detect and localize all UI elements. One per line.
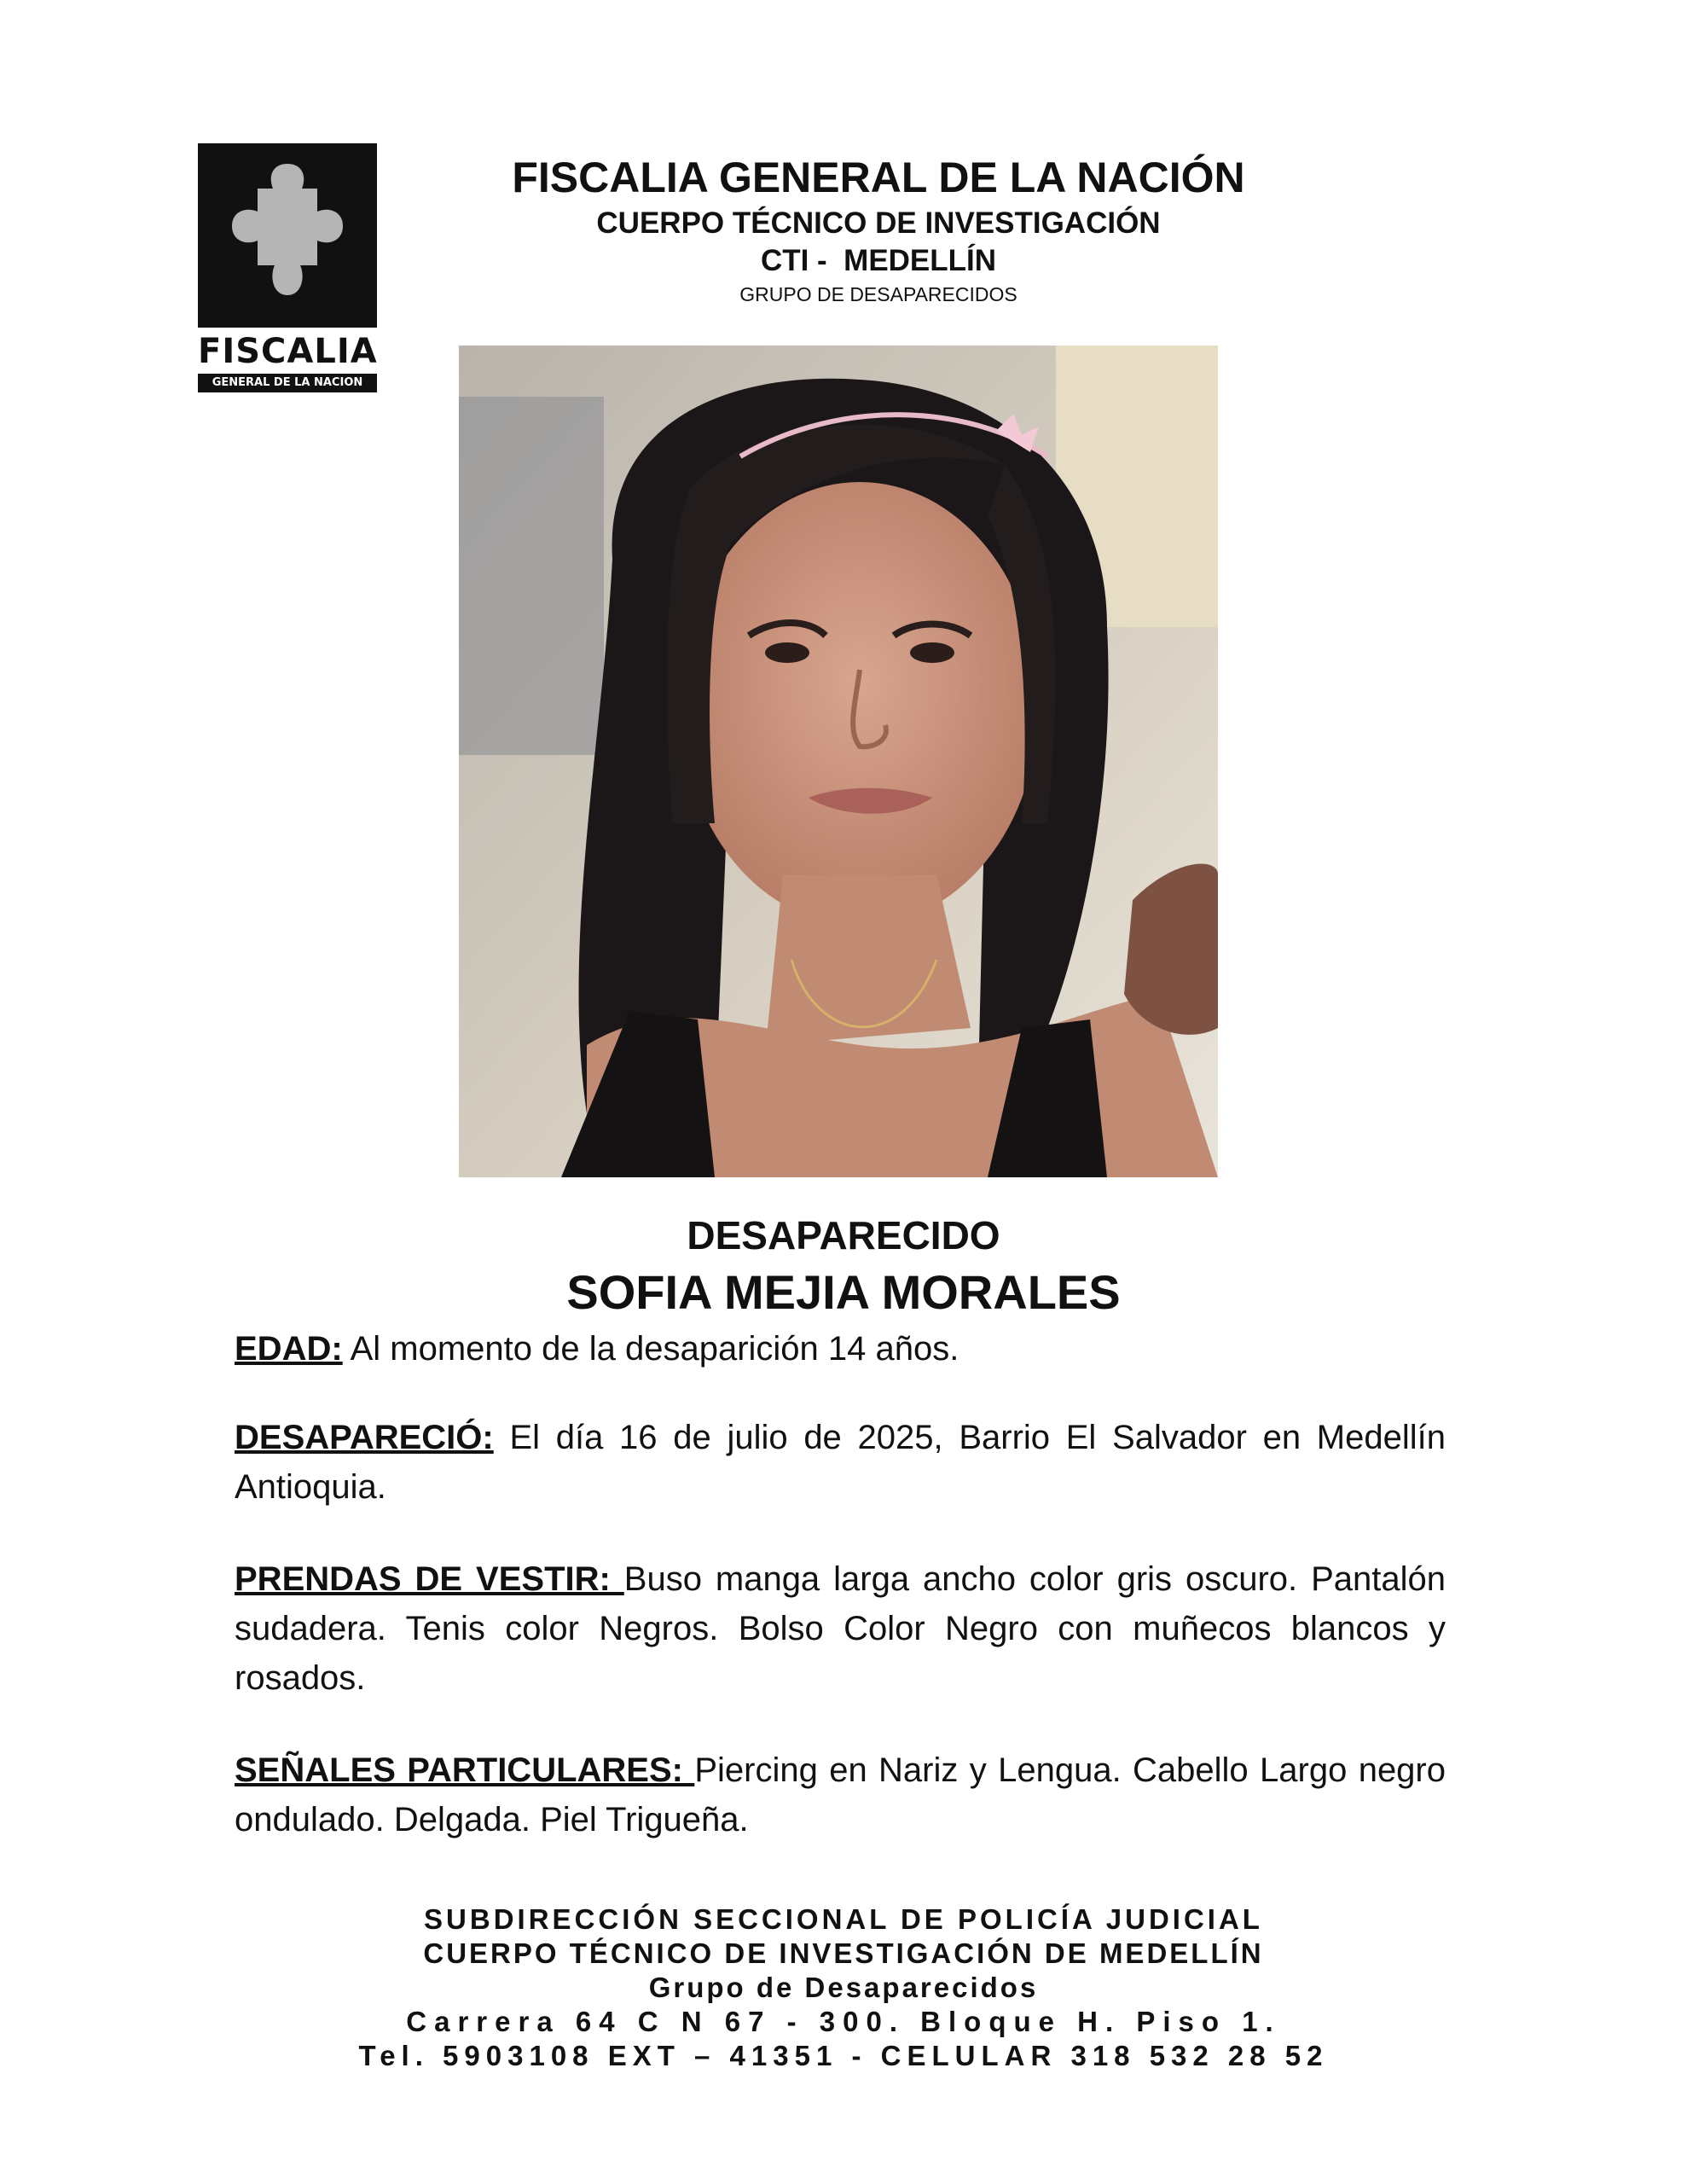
detail-edad-label: EDAD: (235, 1330, 343, 1368)
detail-desaparecio-text: El día 16 de julio de 2025, Barrio El Salvador en Medellín Antioquia. (235, 1419, 1446, 1506)
footer-phone: Tel. 5903108 EXT – 41351 - CELULAR 318 532 28 52 (358, 2040, 1329, 2071)
detail-senales (235, 1745, 1446, 1844)
detail-desaparecio-label: DESAPARECIÓ: (235, 1419, 494, 1456)
detail-prendas-label: PRENDAS DE VESTIR: (235, 1560, 624, 1598)
missing-person-name: SOFIA MEJIA MORALES (566, 1265, 1121, 1319)
detail-edad (235, 1324, 1446, 1374)
notice-status: DESAPARECIDO (687, 1213, 1000, 1258)
logo-subtitle: GENERAL DE LA NACION (198, 374, 377, 392)
document-header (392, 152, 1365, 307)
detail-prendas-text: Buso manga larga ancho color gris oscuro. Pantalón sudadera. Tenis color Negros. Bolso Color Negro con muñecos blancos y rosados. (235, 1560, 1446, 1697)
header-title: FISCALIA GENERAL DE LA NACIÓN (512, 154, 1245, 201)
detail-senales-text: Piercing en Nariz y Lengua. Cabello Largo negro ondulado. Delgada. Piel Trigueña. (235, 1751, 1446, 1838)
logo-box (198, 143, 377, 328)
footer-line-1: SUBDIRECCIÓN SECCIONAL DE POLICÍA JUDICIAL (424, 1903, 1263, 1935)
footer-line-2: CUERPO TÉCNICO DE INVESTIGACIÓN DE MEDELLÍN (423, 1937, 1264, 1969)
fiscalia-logo (198, 143, 377, 392)
header-subtitle: CUERPO TÉCNICO DE INVESTIGACIÓN (596, 206, 1161, 240)
footer-address: Carrera 64 C N 67 - 300. Bloque H. Piso 1. (406, 2006, 1281, 2037)
puzzle-piece-icon (223, 159, 351, 312)
detail-desaparecio (235, 1413, 1446, 1512)
logo-wordmark: FISCALIA (198, 332, 378, 371)
header-group: GRUPO DE DESAPARECIDOS (739, 283, 1017, 305)
details-section (235, 1324, 1446, 1887)
header-city: CTI - MEDELLÍN (760, 244, 997, 277)
missing-person-photo (459, 346, 1218, 1177)
detail-senales-label: SEÑALES PARTICULARES: (235, 1751, 695, 1789)
footer-line-3: Grupo de Desaparecidos (648, 1972, 1039, 2003)
detail-prendas (235, 1554, 1446, 1703)
contact-footer (0, 1902, 1687, 2073)
detail-edad-text: Al momento de la desaparición 14 años. (342, 1330, 959, 1368)
